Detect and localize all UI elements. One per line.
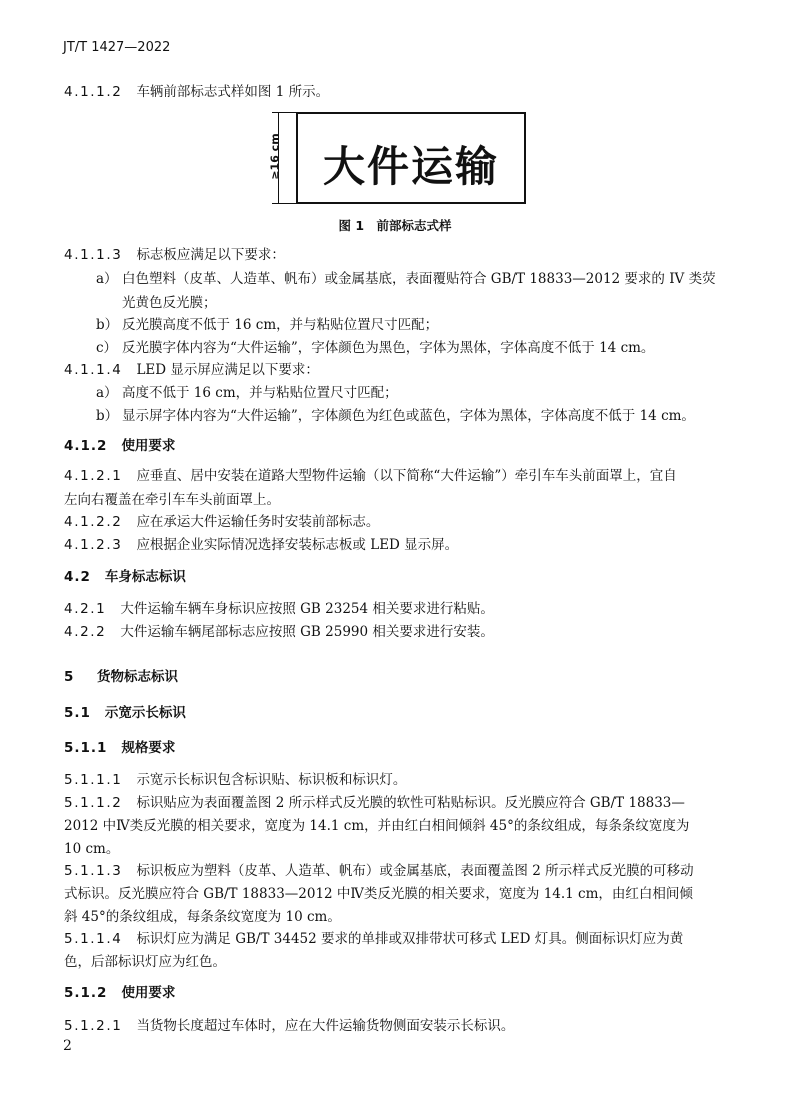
- clause-text: 应垂直、居中安装在道路大型物件运输（以下简称“大件运输”）牵引车车头前面罩上，宜自: [136, 468, 677, 484]
- list-text: 白色塑料（皮革、人造革、帆布）或金属基底，表面覆贴符合 GB/T 18833—2012 要求的 IV 类荧: [122, 271, 716, 287]
- section-heading-5-1-1: [64, 736, 175, 756]
- section-heading-5-1: [64, 701, 186, 721]
- heading-number: 5: [64, 669, 75, 685]
- clause-text: 标识贴应为表面覆盖图 2 所示样式反光膜的软性可粘贴标识。反光膜应符合 GB/T 18833—: [136, 795, 685, 811]
- standard-code-header: JT/T 1427—2022: [63, 40, 171, 55]
- list-label: b）: [96, 317, 119, 333]
- list-label: b）: [96, 408, 119, 424]
- clause-text: 标识灯应为满足 GB/T 34452 要求的单排或双排带状可移式 LED 灯具。侧面标识灯应为黄: [136, 931, 684, 947]
- clause-text: 车辆前部标志式样如图 1 所示。: [136, 84, 330, 100]
- clause-5-1-1-2-continued: 2012 中Ⅳ类反光膜的相关要求，宽度为 14.1 cm，并由红白相间倾斜 45°的条纹组成，每条条纹宽度为: [64, 818, 690, 834]
- clause-number: 4.1.2.1: [64, 468, 123, 484]
- list-item-a: [96, 381, 398, 401]
- clause-text: 示宽示长标识包含标识贴、标识板和标识灯。: [136, 772, 407, 788]
- clause-number: 4.2.1: [64, 601, 107, 617]
- clause-number: 4.1.2.2: [64, 514, 123, 530]
- clause-text: 当货物长度超过车体时，应在大件运输货物侧面安装示长标识。: [136, 1018, 515, 1034]
- section-heading-4-1-2: [64, 434, 175, 454]
- clause-4-1-2-3: [64, 533, 458, 553]
- list-label: a）: [96, 271, 118, 287]
- clause-4-2-1: [64, 597, 494, 617]
- list-label: a）: [96, 385, 118, 401]
- list-text: 高度不低于 16 cm，并与粘贴位置尺寸匹配；: [122, 385, 398, 401]
- clause-4-1-1-4: [64, 358, 319, 378]
- heading-number: 5.1: [64, 705, 91, 721]
- clause-5-1-1-4-continued: 色，后部标识灯应为红色。: [64, 954, 226, 970]
- clause-5-1-1-3-continued: 式标识。反光膜应符合 GB/T 18833—2012 中Ⅳ类反光膜的相关要求，宽度为 14.1 cm，由红白相间倾: [64, 886, 693, 902]
- clause-text: 标志板应满足以下要求：: [136, 247, 285, 263]
- clause-4-1-2-2: [64, 510, 379, 530]
- page-number: 2: [63, 1038, 72, 1054]
- section-heading-5-1-2: [64, 981, 175, 1001]
- clause-text: 大件运输车辆尾部标志应按照 GB 25990 相关要求进行安装。: [120, 624, 494, 640]
- clause-5-1-1-3: [64, 859, 694, 879]
- heading-text: 车身标志标识: [104, 569, 186, 585]
- clause-number: 5.1.1.3: [64, 863, 123, 879]
- dimension-tick-top: [272, 112, 296, 113]
- heading-number: 4.1.2: [64, 438, 108, 454]
- clause-text: 应根据企业实际情况选择安装标志板或 LED 显示屏。: [136, 537, 459, 553]
- list-text: 反光膜字体内容为“大件运输”，字体颜色为黑色，字体为黑体，字体高度不低于 14 cm。: [122, 340, 655, 356]
- clause-number: 5.1.1.2: [64, 795, 123, 811]
- clause-text: 标识板应为塑料（皮革、人造革、帆布）或金属基底，表面覆盖图 2 所示样式反光膜的可移动: [136, 863, 694, 879]
- list-label: c）: [96, 340, 118, 356]
- list-item-c: [96, 336, 654, 356]
- clause-number: 4.1.1.3: [64, 247, 123, 263]
- dimension-label: ≥16 cm: [268, 133, 282, 180]
- clause-number: 4.1.1.4: [64, 362, 123, 378]
- list-item-b: [96, 313, 438, 333]
- clause-5-1-1-4: [64, 927, 683, 947]
- list-text: 反光膜高度不低于 16 cm，并与粘贴位置尺寸匹配；: [122, 317, 439, 333]
- list-item-a-continued: 光黄色反光膜；: [122, 295, 217, 311]
- clause-number: 5.1.2.1: [64, 1018, 123, 1034]
- clause-text: 应在承运大件运输任务时安装前部标志。: [136, 514, 380, 530]
- clause-5-1-1-3-continued: 斜 45°的条纹组成，每条条纹宽度为 10 cm。: [64, 909, 341, 925]
- heading-text: 示宽示长标识: [104, 705, 186, 721]
- clause-5-1-1-2-continued: 10 cm。: [64, 841, 120, 857]
- section-heading-5: [64, 665, 178, 685]
- heading-number: 5.1.1: [64, 740, 108, 756]
- clause-4-1-1-2: [64, 80, 329, 100]
- clause-5-1-1-1: [64, 768, 406, 788]
- list-item-a: [96, 267, 716, 287]
- heading-number: 5.1.2: [64, 985, 108, 1001]
- clause-number: 4.2.2: [64, 624, 107, 640]
- clause-number: 5.1.1.1: [64, 772, 123, 788]
- clause-text: 大件运输车辆车身标识应按照 GB 23254 相关要求进行粘贴。: [120, 601, 494, 617]
- section-heading-4-2: [64, 565, 186, 585]
- clause-text: LED 显示屏应满足以下要求：: [136, 362, 319, 378]
- clause-4-1-1-3: [64, 243, 285, 263]
- heading-text: 规格要求: [121, 740, 176, 756]
- list-item-b: [96, 404, 695, 424]
- clause-4-1-2-1: [64, 464, 677, 484]
- heading-text: 货物标志标识: [97, 669, 178, 685]
- heading-text: 使用要求: [121, 438, 176, 454]
- clause-number: 4.1.1.2: [64, 84, 123, 100]
- clause-number: 5.1.1.4: [64, 931, 123, 947]
- clause-4-2-2: [64, 620, 494, 640]
- figure-1-caption: 图 1 前部标志式样: [338, 218, 452, 233]
- sign-text: 大件运输: [322, 142, 499, 191]
- dimension-tick-bottom: [272, 203, 296, 204]
- list-text: 显示屏字体内容为“大件运输”，字体颜色为红色或蓝色，字体为黑体，字体高度不低于 14 cm。: [122, 408, 695, 424]
- clause-5-1-1-2: [64, 791, 685, 811]
- clause-5-1-2-1: [64, 1014, 514, 1034]
- heading-text: 使用要求: [121, 985, 176, 1001]
- clause-4-1-2-1-continued: 左向右覆盖在牵引车车头前面罩上。: [64, 492, 280, 508]
- clause-number: 4.1.2.3: [64, 537, 123, 553]
- front-sign-sample: [296, 112, 526, 204]
- heading-number: 4.2: [64, 569, 91, 585]
